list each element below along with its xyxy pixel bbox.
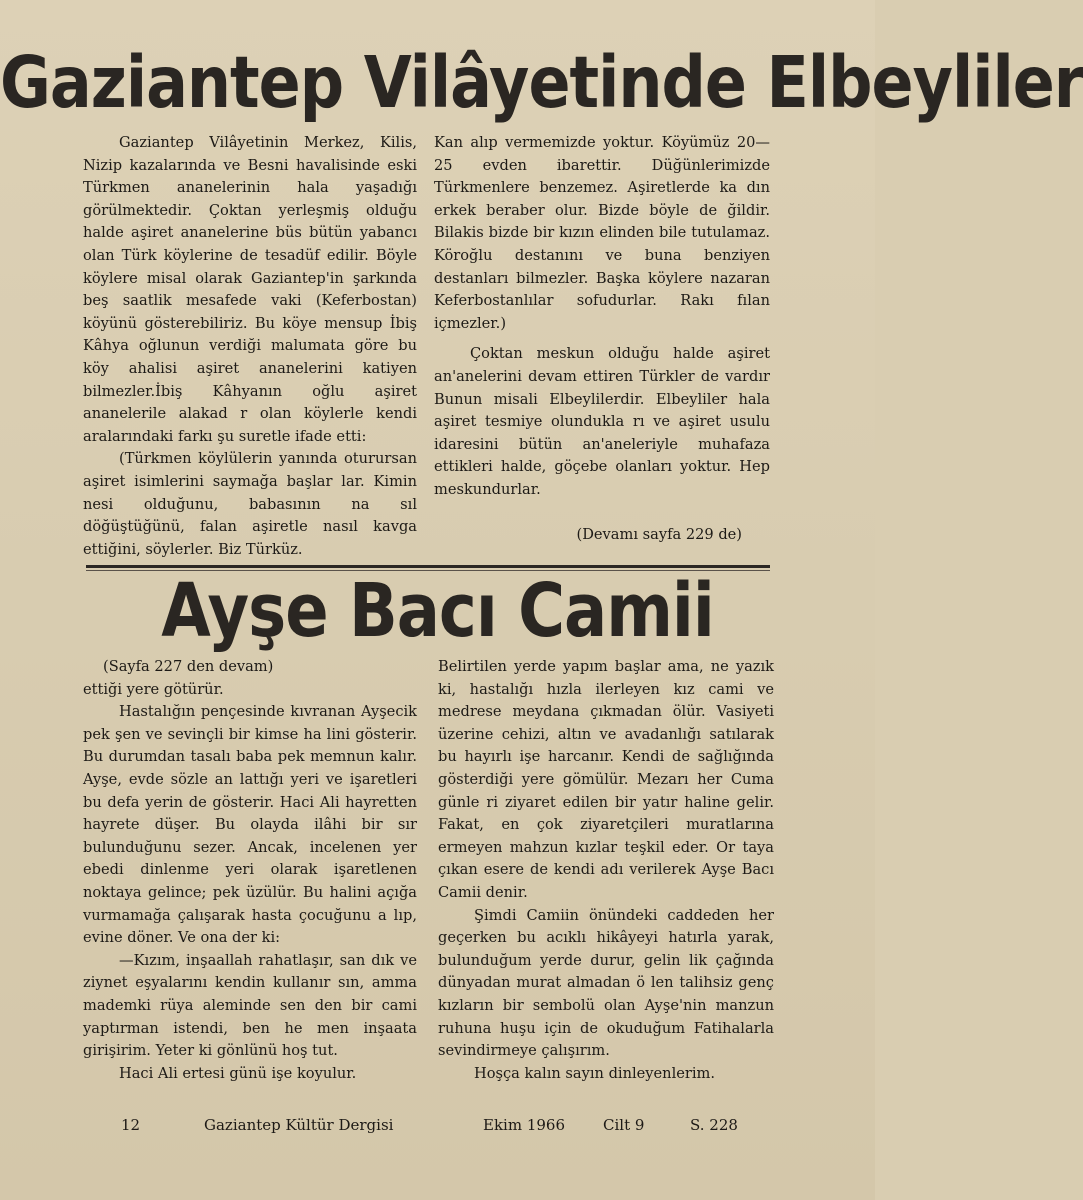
article2-left-column: [83, 656, 417, 1085]
paragraph: —Kızım, inşaallah rahatlaşır, san dık ve ziynet eşyalarını kendin kullanır sın, amma mademki rüya aleminde sen den bir cami yaptırman istendi, ben he men inşaata girişirim. Yeter ki gönlünü hoş tut.: [83, 951, 417, 1060]
paragraph: (Türkmen köylülerin yanında oturursan aşiret isimlerini saymağa başlar lar. Kimin nesi olduğunu, babasının na sıl döğüştüğünü, falan aşiretle nasıl kavga ettiğini, söylerler. Biz Türküz.: [83, 450, 417, 558]
continued-note: (Devamı sayfa 229 de): [576, 525, 742, 543]
paragraph: Belirtilen yerde yapım başlar ama, ne yazık ki, hastalığı hızla ilerleyen kız cami ve medrese meydana çıkmadan ölür. Vasiyeti üzerine cehizi, altın ve avadanlığı satılarak bu hayırlı işe harcanır. Kendi de sağlığında gösterdiği yere gömülür. Mezarı her Cuma günle ri ziyaret edilen bir yatır haline gelir. Fakat, en çok ziyaretçileri muratlarına ermeyen mahzun kızlar teşkil eder. Or taya çıkan esere de kendi adı verilerek Ayşe Bacı Camii denir.: [438, 658, 774, 901]
footer-issue: S. 228: [690, 1116, 738, 1134]
paragraph: Gaziantep Vilâyetinin Merkez, Kilis, Nizip kazalarında ve Besni havalisinde eski Türkmen ananelerinin hala yaşadığı görülmektedir. Çoktan yerleşmiş olduğu halde aşiret ananelerine büs bütün yabancı olan Türk köylerine de tesadüf edilir. Böyle köylere misal olarak Gaziantep'in şarkında beş saatlik mesafede vaki (Keferbostan) köyünü gösterebiliriz. Bu köye mensup İbiş Kâhya oğlunun verdiği malumata göre bu köy ahalisi aşiret ananelerini katiyen bilmezler.İbiş Kâhyanın oğlu aşiret ananelerile alakad r olan köylerle kendi aralarındaki farkı şu suretle ifade etti:: [83, 134, 417, 445]
footer-page-number: 12: [121, 1116, 141, 1134]
section-divider: [86, 565, 770, 568]
article1-right-column: [434, 132, 770, 546]
footer-volume: Cilt 9: [603, 1116, 645, 1134]
paragraph: Haci Ali ertesi günü işe koyulur.: [119, 1064, 357, 1082]
footer-magazine-name: Gaziantep Kültür Dergisi: [204, 1116, 394, 1134]
paragraph: Şimdi Camiin önündeki caddeden her geçerken bu acıklı hikâyeyi hatırla yarak, bulunduğum yerde durur, gelin lik çağında dünyadan murat almadan ö len talihsiz genç kızların bir sembolü olan Ayşe'nin manzun ruhuna huşu için de okuduğum Fatihalarla sevindirmeye çalışırım.: [438, 906, 774, 1060]
paragraph: (Sayfa 227 den devam): [103, 658, 274, 675]
article1-left-column: [83, 132, 417, 561]
paragraph: Hastalığın pençesinde kıvranan Ayşecik pek şen ve sevinçli bir kimse ha lini gösterir. Bu durumdan tasalı baba pek memnun kalır. Ayşe, evde sözle an lattığı yeri ve işaretleri bu defa yerin de gösterir. Haci Ali hayretten hayrete düşer. Bu olayda ilâhi bir sır bulunduğunu sezer. Ancak, incelenen yer ebedi dinlenme yeri olarak işaretlenen noktaya gelince; pek üzülür. Bu halini açığa vurmamağa çalışarak hasta çocuğunu a lıp, evine döner. Ve ona der ki:: [83, 703, 417, 947]
footer-date: Ekim 1966: [483, 1116, 566, 1134]
paragraph: ettiği yere götürür.: [83, 680, 224, 698]
paragraph: Hoşça kalın sayın dinleyenlerim.: [474, 1064, 715, 1082]
paragraph: Kan alıp vermemizde yoktur. Köyümüz 20—25 evden ibarettir. Düğünlerimizde Türkmenlere benzemez. Aşiretlerde ka dın erkek beraber olur. Bizde böyle de ğildir. Bilakis bizde bir kızın elinden bile tutulamaz. Köroğlu destanını ve buna benziyen destanları bilmezler. Başka köylere nazaran Keferbostanlılar sofudurlar. Rakı fılan içmezler.): [434, 134, 770, 332]
paragraph: Çoktan meskun olduğu halde aşiret an'anelerini devam ettiren Türkler de vardır Bunun misali Elbeylilerdir. Elbeyliler hala aşiret tesmiye olundukla rı ve aşiret usulu idaresini bütün an'aneleriyle muhafaza ettikleri halde, göçebe olanları yoktur. Hep meskundurlar.: [434, 345, 770, 498]
article2-right-column: [438, 656, 774, 1085]
article-title-elbeyliler: Gaziantep Vilâyetinde Elbeyliler: [0, 40, 1083, 125]
article-title-ayse-baci-camii: Ayşe Bacı Camii: [161, 569, 714, 655]
